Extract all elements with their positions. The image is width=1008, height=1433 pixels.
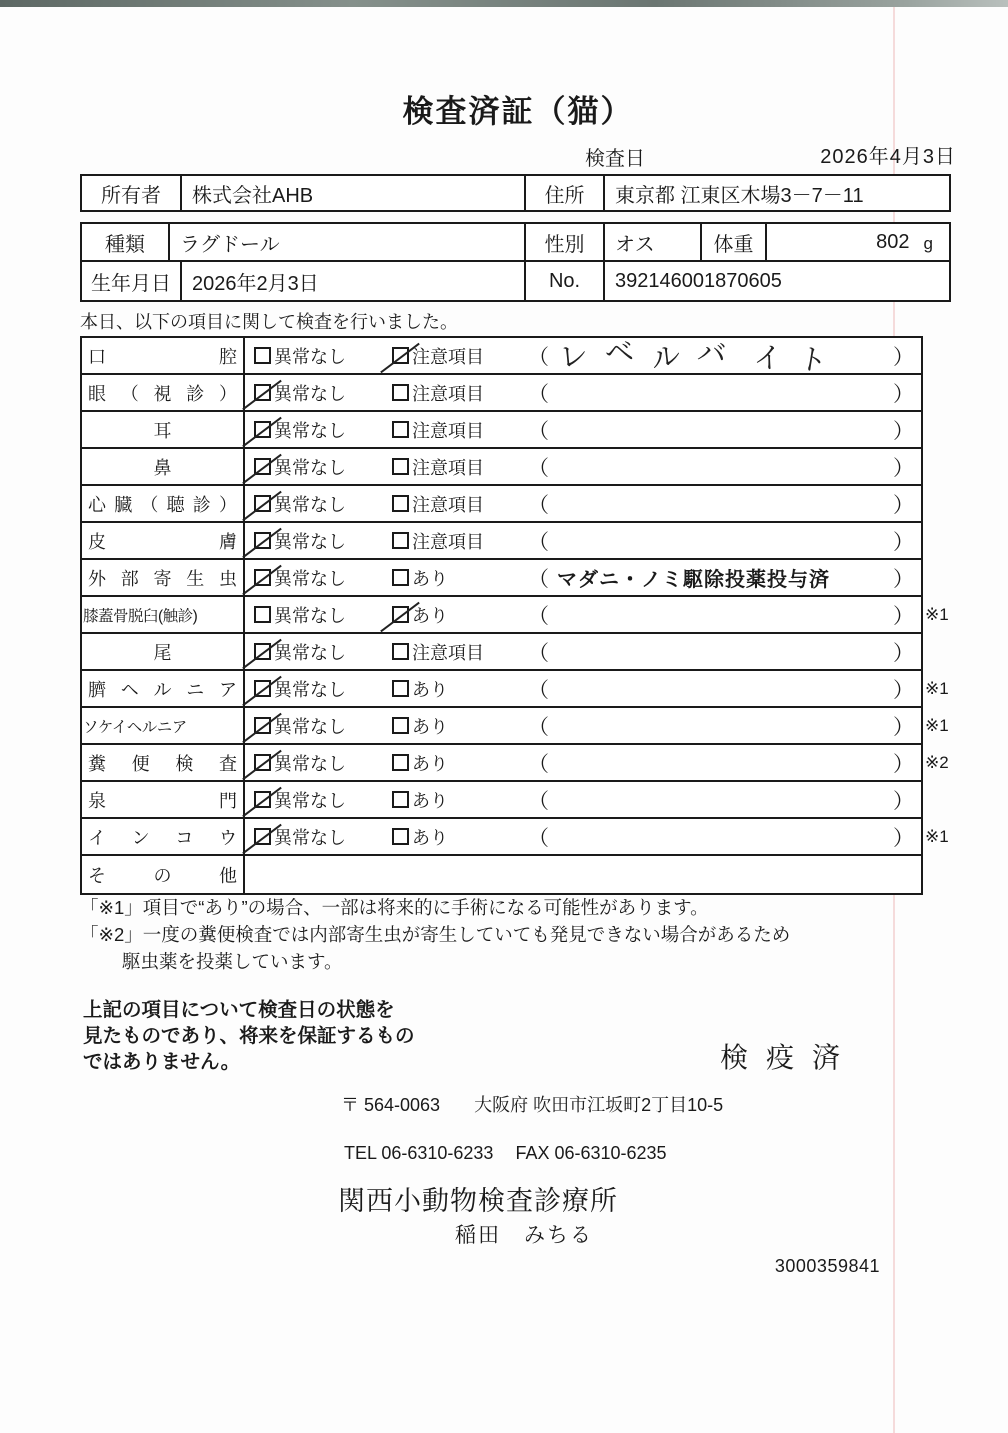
checkbox-attention-label: あり: [412, 605, 448, 626]
option-attention: [392, 528, 528, 554]
option-attention: [392, 750, 528, 776]
option-normal: [254, 343, 392, 369]
paren-close: ）: [893, 456, 914, 480]
checklist-item-content: [245, 782, 921, 817]
option-attention: [392, 824, 528, 850]
clinic-fax: FAX 06-6310-6235: [515, 1143, 667, 1163]
remarks-parentheses: [528, 526, 921, 556]
remarks-parentheses: [528, 378, 921, 408]
clinic-name: 関西小動物検査診療所: [338, 1186, 618, 1216]
footnote-marker: ※1: [925, 715, 949, 735]
option-normal: [254, 380, 392, 406]
checklist-item-content: [245, 819, 921, 854]
checklist-row: [82, 486, 921, 523]
address-value: 東京都 江東区木場3－7－11: [615, 184, 864, 207]
checkbox-no-abnormality: [254, 458, 271, 475]
remarks-parentheses: [528, 711, 921, 741]
remarks-parentheses: [528, 334, 921, 380]
checklist-item-content: [245, 634, 921, 669]
paren-close: ）: [893, 567, 914, 591]
checkbox-attention: [392, 569, 409, 586]
sex-value: オス: [605, 224, 702, 260]
checkbox-no-abnormality-label: 異常なし: [274, 827, 346, 848]
veterinarian-name: 稲田 みちる: [455, 1224, 593, 1247]
checklist-row: [82, 745, 949, 782]
checklist-item-label: そ の 他: [82, 856, 245, 893]
option-attention: [392, 787, 528, 813]
paren-close: ）: [893, 382, 914, 406]
checkbox-attention: [392, 347, 409, 364]
option-attention: [392, 639, 528, 665]
checkbox-attention: [392, 384, 409, 401]
footnote-marker: ※1: [925, 678, 949, 698]
option-normal: [254, 750, 392, 776]
checklist-item-content: [245, 708, 921, 743]
paren-open: （: [528, 382, 549, 406]
pet-info-row-2: [80, 260, 951, 302]
checkbox-no-abnormality-label: 異常なし: [274, 531, 346, 552]
checkbox-no-abnormality: [254, 532, 271, 549]
checklist-table: [80, 334, 949, 895]
disclaimer-line-2: 見たものであり、将来を保証するもの: [83, 1025, 415, 1047]
checkbox-no-abnormality: [254, 791, 271, 808]
checkbox-no-abnormality-label: 異常なし: [274, 679, 346, 700]
checklist-row: [82, 597, 949, 634]
checkbox-no-abnormality-label: 異常なし: [274, 420, 346, 441]
remarks-parentheses: [528, 415, 921, 445]
paren-close: ）: [893, 715, 914, 739]
checkbox-no-abnormality-label: 異常なし: [274, 568, 346, 589]
document-serial-number: 3000359841: [774, 1256, 880, 1276]
checklist-item-content: [245, 334, 921, 380]
checkbox-attention: [392, 680, 409, 697]
checklist-row: [82, 334, 921, 380]
remarks-content: マダニ・ノミ駆除投薬投与済: [557, 569, 830, 591]
checkbox-no-abnormality-label: 異常なし: [274, 605, 346, 626]
quarantine-passed-stamp: 検疫済: [720, 1042, 859, 1073]
paren-open: （: [528, 493, 549, 517]
checklist-item-label: 口 腔: [82, 338, 245, 373]
paren-close: ）: [893, 826, 914, 850]
disclaimer-line-1: 上記の項目について検査日の状態を: [83, 999, 395, 1021]
checkbox-attention: [392, 606, 409, 623]
checklist-row: [82, 782, 921, 819]
checkbox-attention-label: 注意項目: [412, 457, 484, 478]
checkbox-no-abnormality-label: 異常なし: [274, 753, 346, 774]
checklist-item-content: [245, 486, 921, 521]
option-attention: [392, 676, 528, 702]
checkbox-attention-label: 注意項目: [412, 346, 484, 367]
checkbox-attention-label: あり: [412, 790, 448, 811]
disclaimer-block: [83, 997, 415, 1075]
intro-sentence: 本日、以下の項目に関して検査を行いました。: [80, 312, 458, 332]
checklist-item-label: イ ン コ ウ: [82, 819, 245, 854]
checkbox-no-abnormality: [254, 717, 271, 734]
checklist-row: [82, 708, 949, 745]
clinic-postal-code: 〒 564-0063: [341, 1095, 441, 1115]
paren-close: ）: [893, 789, 914, 813]
checkbox-no-abnormality-label: 異常なし: [274, 346, 346, 367]
checklist-row: [82, 671, 949, 708]
option-normal: [254, 713, 392, 739]
checkbox-attention: [392, 643, 409, 660]
breed-value: ラグドール: [170, 224, 526, 260]
checklist-item-label: 眼 （ 視 診 ）: [82, 375, 245, 410]
remarks-parentheses: [528, 785, 921, 815]
paren-open: （: [528, 456, 549, 480]
checklist-row: [82, 412, 921, 449]
checkbox-attention-label: 注意項目: [412, 494, 484, 515]
option-normal: [254, 676, 392, 702]
remarks-content: レ ベ ル バ イ ト: [557, 334, 830, 380]
checkbox-no-abnormality: [254, 495, 271, 512]
checklist-item-label: 泉 門: [82, 782, 245, 817]
paren-open: （: [528, 678, 549, 702]
birthdate-label: 生年月日: [82, 262, 182, 300]
checkbox-no-abnormality-label: 異常なし: [274, 716, 346, 737]
footnote-marker: ※1: [925, 604, 949, 624]
checkbox-attention-label: あり: [412, 679, 448, 700]
checkbox-attention: [392, 458, 409, 475]
checkbox-attention-label: あり: [412, 716, 448, 737]
checklist-row: [82, 856, 921, 893]
weight-label: 体重: [702, 224, 767, 260]
option-attention: [392, 454, 528, 480]
paren-open: （: [528, 641, 549, 665]
inspection-date-label: 検査日: [585, 148, 645, 170]
scan-artifact-top-strip: [0, 0, 1008, 7]
option-normal: [254, 565, 392, 591]
option-attention: [392, 713, 528, 739]
checklist-item-label: 耳: [82, 412, 245, 447]
checklist-item-label: ソケイヘルニア: [82, 708, 245, 743]
remarks-parentheses: [528, 489, 921, 519]
checkbox-no-abnormality: [254, 606, 271, 623]
option-attention: [392, 343, 528, 369]
option-normal: [254, 824, 392, 850]
checkbox-no-abnormality-label: 異常なし: [274, 494, 346, 515]
checklist-item-label: 糞 便 検 査: [82, 745, 245, 780]
checkbox-no-abnormality-label: 異常なし: [274, 790, 346, 811]
checklist-item-content: [245, 523, 921, 558]
paren-open: （: [528, 567, 549, 591]
paren-close: ）: [893, 641, 914, 665]
checklist-row: [82, 560, 921, 597]
option-attention: [392, 380, 528, 406]
checklist-item-label: 外 部 寄 生 虫: [82, 560, 245, 595]
checkbox-attention: [392, 754, 409, 771]
checklist-row: [82, 523, 921, 560]
breed-label: 種類: [82, 224, 170, 260]
checklist-item-label: 鼻: [82, 449, 245, 484]
paren-open: （: [528, 826, 549, 850]
checkbox-attention-label: 注意項目: [412, 383, 484, 404]
paren-close: ）: [893, 419, 914, 443]
checklist-item-label: 心 臓 （ 聴 診 ）: [82, 486, 245, 521]
checkbox-no-abnormality-label: 異常なし: [274, 642, 346, 663]
clinic-address: 大阪府 吹田市江坂町2丁目10-5: [474, 1095, 724, 1115]
paren-open: （: [528, 789, 549, 813]
footnote-marker: ※2: [925, 752, 949, 772]
checklist-item-label: 膝蓋骨脱臼(触診): [82, 597, 245, 632]
paren-open: （: [528, 419, 549, 443]
pet-info-row-1: [80, 222, 951, 262]
checkbox-attention-label: 注意項目: [412, 642, 484, 663]
paren-open: （: [528, 345, 549, 369]
option-attention: [392, 565, 528, 591]
checkbox-attention-label: 注意項目: [412, 531, 484, 552]
option-normal: [254, 491, 392, 517]
paren-close: ）: [893, 752, 914, 776]
checklist-row: [82, 634, 921, 671]
checklist-row: [82, 449, 921, 486]
remarks-parentheses: [528, 452, 921, 482]
checkbox-no-abnormality: [254, 643, 271, 660]
option-attention: [392, 602, 528, 628]
checkbox-attention-label: 注意項目: [412, 420, 484, 441]
checkbox-no-abnormality: [254, 421, 271, 438]
checkbox-attention: [392, 717, 409, 734]
checkbox-no-abnormality: [254, 347, 271, 364]
option-normal: [254, 454, 392, 480]
checklist-item-label: 尾: [82, 634, 245, 669]
paren-close: ）: [893, 678, 914, 702]
weight-value-cell: [767, 224, 949, 260]
owner-value: 株式会社AHB: [182, 176, 526, 210]
checklist-row: [82, 819, 949, 856]
footnote-2: 「※2」一度の糞便検査では内部寄生虫が寄生していても発見できない場合があるため: [80, 924, 791, 945]
checklist-item-content: [245, 597, 921, 632]
option-normal: [254, 787, 392, 813]
option-normal: [254, 417, 392, 443]
paren-close: ）: [893, 530, 914, 554]
remarks-parentheses: [528, 600, 921, 630]
checklist-item-content: [245, 745, 921, 780]
checkbox-no-abnormality: [254, 384, 271, 401]
checkbox-no-abnormality-label: 異常なし: [274, 383, 346, 404]
paren-open: （: [528, 604, 549, 628]
footnote-1: 「※1」項目で“あり”の場合、一部は将来的に手術になる可能性があります。: [80, 897, 709, 918]
checkbox-no-abnormality: [254, 569, 271, 586]
remarks-parentheses: [528, 674, 921, 704]
checkbox-attention-label: あり: [412, 568, 448, 589]
checkbox-attention: [392, 828, 409, 845]
checklist-item-content: [245, 412, 921, 447]
clinic-address-line: [341, 1091, 723, 1117]
checkbox-no-abnormality: [254, 680, 271, 697]
checkbox-attention: [392, 532, 409, 549]
checkbox-attention: [392, 421, 409, 438]
checklist-item-content: [245, 560, 921, 595]
option-normal: [254, 639, 392, 665]
checklist-item-content: [245, 375, 921, 410]
checkbox-attention: [392, 495, 409, 512]
option-attention: [392, 417, 528, 443]
checklist-item-content: [245, 671, 921, 706]
checklist-item-label: 臍 ヘ ル ニ ア: [82, 671, 245, 706]
clinic-tel: TEL 06-6310-6233: [344, 1143, 494, 1163]
sex-label: 性別: [526, 224, 605, 260]
checkbox-attention: [392, 791, 409, 808]
checklist-row: [82, 375, 921, 412]
footnote-2-continued: 駆虫薬を投薬しています。: [122, 951, 343, 972]
remarks-parentheses: [528, 637, 921, 667]
weight-value: 802: [876, 230, 910, 253]
checkbox-no-abnormality-label: 異常なし: [274, 457, 346, 478]
address-label: 住所: [526, 176, 605, 210]
option-normal: [254, 528, 392, 554]
footnote-marker: ※1: [925, 826, 949, 846]
option-attention: [392, 491, 528, 517]
checkbox-attention-label: あり: [412, 753, 448, 774]
inspection-date-value: 2026年4月3日: [820, 146, 956, 168]
paren-open: （: [528, 752, 549, 776]
checkbox-no-abnormality: [254, 754, 271, 771]
paren-open: （: [528, 530, 549, 554]
owner-label: 所有者: [82, 176, 182, 210]
checklist-item-content: [245, 449, 921, 484]
number-value: 392146001870605: [615, 269, 782, 292]
remarks-parentheses: [528, 563, 921, 593]
paren-close: ）: [893, 345, 914, 369]
paren-close: ）: [893, 604, 914, 628]
remarks-parentheses: [528, 822, 921, 852]
page-title: 検査済証（猫）: [402, 94, 634, 129]
weight-unit: g: [923, 234, 933, 253]
disclaimer-line-3: ではありません。: [83, 1051, 241, 1073]
paren-open: （: [528, 715, 549, 739]
checkbox-attention-label: あり: [412, 827, 448, 848]
remarks-parentheses: [528, 748, 921, 778]
owner-table: [80, 174, 951, 212]
checkbox-no-abnormality: [254, 828, 271, 845]
birthdate-value: 2026年2月3日: [182, 262, 526, 300]
checklist-item-label: 皮 膚: [82, 523, 245, 558]
footnotes-block: [80, 894, 790, 975]
clinic-tel-line: [344, 1143, 667, 1164]
number-label: No.: [526, 262, 605, 300]
paren-close: ）: [893, 493, 914, 517]
checklist-item-content: [245, 856, 921, 893]
option-normal: [254, 602, 392, 628]
